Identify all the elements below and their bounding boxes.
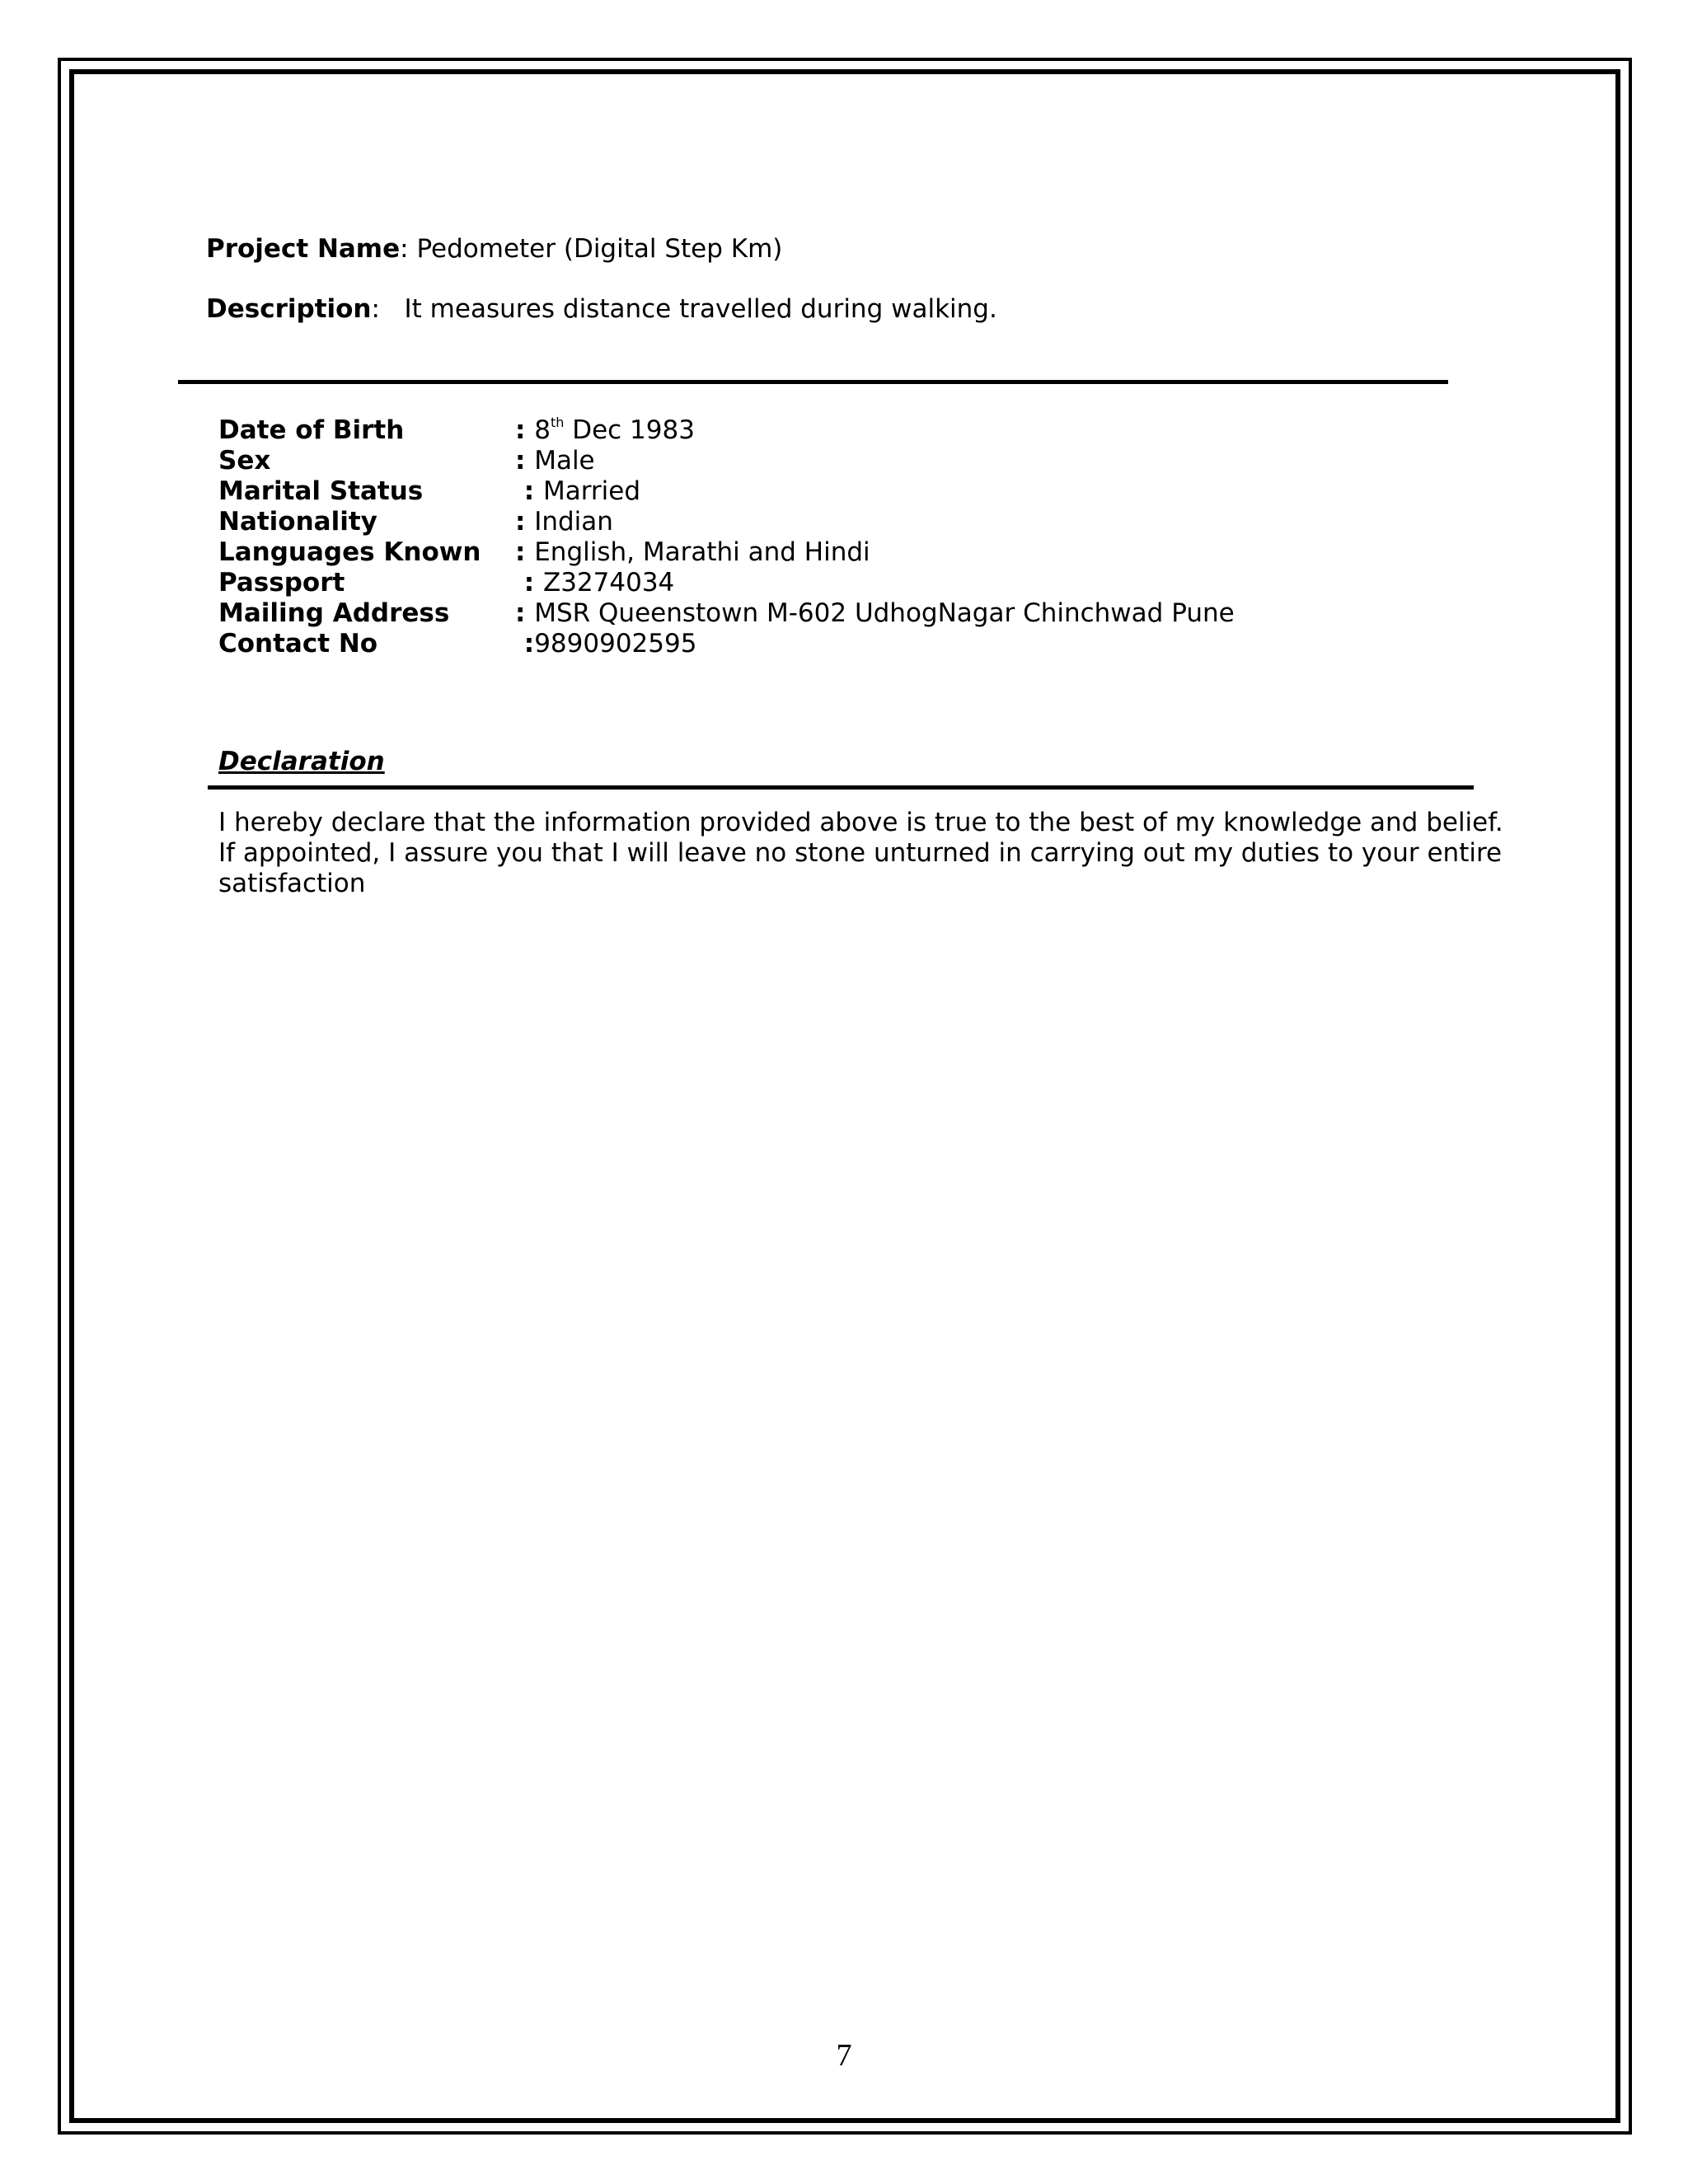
project-name-sep: : xyxy=(400,234,409,264)
detail-row-marital-status xyxy=(218,476,1235,507)
detail-label: Passport xyxy=(218,568,345,598)
detail-value: :9890902595 xyxy=(515,629,697,658)
detail-value: : MSR Queenstown M-602 UdhogNagar Chinchwad Pune xyxy=(515,598,1235,628)
declaration-line: satisfaction xyxy=(218,869,366,898)
detail-row-languages xyxy=(218,537,1235,568)
detail-value: : Male xyxy=(515,446,595,476)
project-description-line xyxy=(206,294,997,324)
project-description-label: Description xyxy=(206,294,372,324)
project-name-line xyxy=(206,234,782,264)
detail-label: Sex xyxy=(218,446,271,476)
page-border-inner xyxy=(69,69,1620,2123)
declaration-line: I hereby declare that the information provided above is true to the best of my knowledge and belief. xyxy=(218,808,1503,837)
detail-label: Marital Status xyxy=(218,476,424,506)
declaration-heading: Declaration xyxy=(218,747,385,776)
personal-details xyxy=(218,415,1235,659)
detail-value: : Z3274034 xyxy=(515,568,675,598)
detail-row-passport xyxy=(218,568,1235,598)
detail-label: Languages Known xyxy=(218,537,481,567)
detail-row-mailing-address xyxy=(218,598,1235,629)
detail-label: Nationality xyxy=(218,507,377,537)
detail-row-contact xyxy=(218,629,1235,659)
declaration-divider xyxy=(208,785,1474,790)
project-description-value: It measures distance travelled during walking. xyxy=(379,294,997,324)
project-description-sep: : xyxy=(371,294,380,324)
declaration-line: If appointed, I assure you that I will leave no stone unturned in carrying out my duties to your entire xyxy=(218,838,1503,868)
detail-label: Mailing Address xyxy=(218,598,450,628)
detail-value: : Indian xyxy=(515,507,613,537)
page-number: 7 xyxy=(836,2038,852,2073)
detail-value: : English, Marathi and Hindi xyxy=(515,537,870,567)
detail-label: Date of Birth xyxy=(218,415,405,445)
detail-row-dob xyxy=(218,415,1235,446)
detail-row-sex xyxy=(218,446,1235,476)
project-name-value: Pedometer (Digital Step Km) xyxy=(408,234,783,264)
detail-row-nationality xyxy=(218,507,1235,537)
declaration-text xyxy=(218,808,1504,899)
detail-value: : Married xyxy=(515,476,641,506)
project-name-label: Project Name xyxy=(206,234,401,264)
section-divider xyxy=(178,380,1448,384)
detail-label: Contact No xyxy=(218,629,378,658)
detail-value: : 8th Dec 1983 xyxy=(515,415,695,445)
